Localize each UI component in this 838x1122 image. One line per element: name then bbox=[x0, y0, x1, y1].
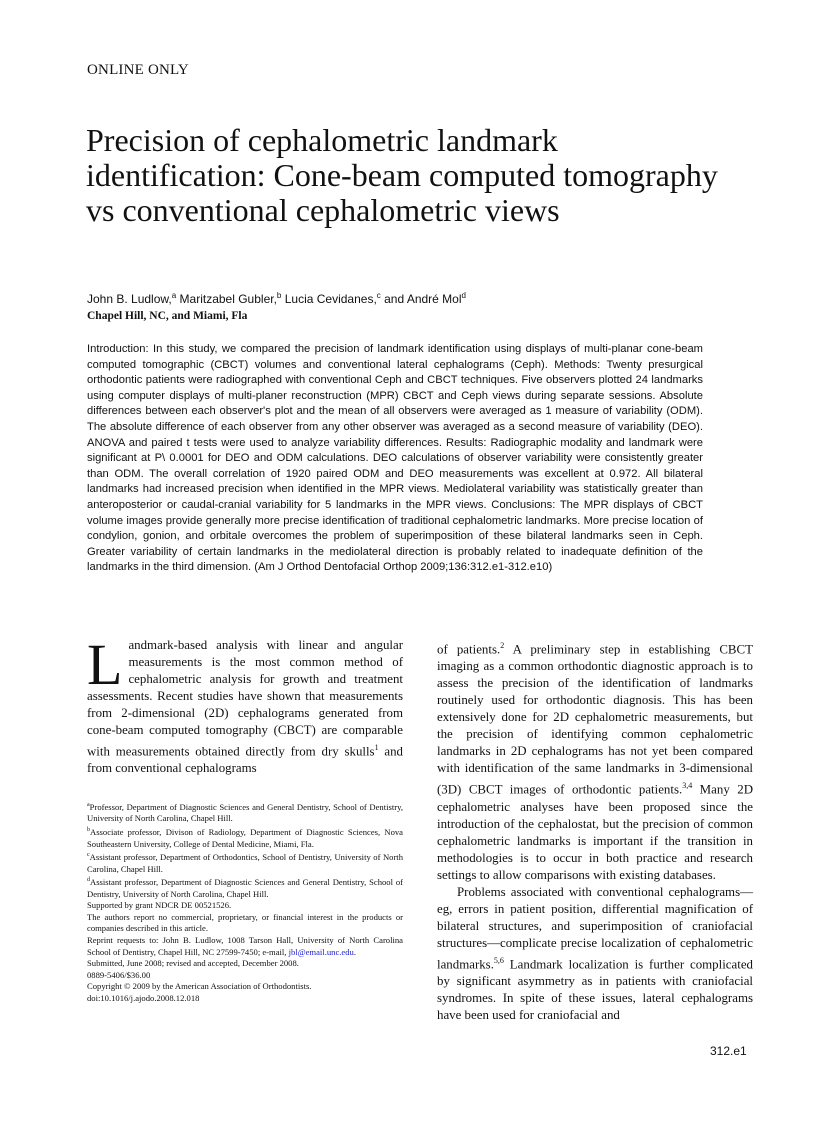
author-name: Maritzabel Gubler, bbox=[179, 292, 277, 306]
paragraph: Problems associated with conventional cephalograms—eg, errors in patient position, differential magnification of bilateral structures, and superimposition of craniofacial structures—complicate precise localization of cephalometric landmarks.$^{5,6}$ Landmark localization is further complicated by significant asymmetry as in patients with craniofacial syndromes. In spite of these issues, lateral cephalograms have been used for craniofacial and bbox=[437, 884, 753, 1022]
drop-cap: L bbox=[87, 632, 123, 697]
footnote: $^b$Associate professor, Divison of Radiology, Department of Diagnostic Sciences, Nova Southeastern University, College of Dental Medicine, Miami, Fla. bbox=[87, 826, 403, 849]
body-column-left bbox=[87, 632, 403, 777]
footnotes bbox=[87, 800, 403, 1005]
email-link[interactable]: jbl@email.unc.edu bbox=[288, 946, 354, 957]
affiliation-mark: d bbox=[461, 291, 466, 300]
doi: doi:10.1016/j.ajodo.2008.12.018 bbox=[87, 992, 200, 1003]
abstract: Introduction: In this study, we compared the precision of landmark identification using displays of multi-planar cone-beam computed tomographic (CBCT) volumes and conventional lateral cephalograms (Ceph). Methods: Twenty presurgical orthodontic patients were radiographed with conventional Ceph and CBCT techniques. Five observers plotted 24 landmarks using computer displays of multi-planer reconstruction (MPR) CBCT and Ceph views during separate sessions. Absolute differences between each observer's plot and the mean of all observers were averaged as 1 measure of variability (ODM). The absolute difference of each observer from any other observer was averaged as a second measure of variability (DEO). ANOVA and paired t tests were used to analyze variability differences. Results: Radiographic modality and landmark were significant at P\ 0.0001 for DEO and ODM calculations. DEO calculations of observer variability were consistently greater than ODM. The overall correlation of 1920 paired ODM and DEO measurements was excellent at 0.972. All bilateral landmarks had increased precision when identified in the MPR views. Mediolateral variability was statistically greater than anteroposterior or caudal-cranial variability for 5 landmarks in the MPR views. Conclusions: The MPR displays of CBCT volume images provide generally more precise identification of traditional cephalometric landmarks. More precise location of condylion, gonion, and orbitale overcomes the problem of superimposition of these bilateral landmarks seen in Ceph. Greater variability of certain landmarks in the mediolateral direction is probably related to inadequate definition of the landmarks in the third dimension. (Am J Orthod Dentofacial Orthop 2009;136:312.e1-312.e10) bbox=[87, 343, 703, 574]
submission-note: Submitted, June 2008; revised and accepted, December 2008. bbox=[87, 958, 299, 969]
footnote: $^d$Assistant professor, Department of Diagnostic Sciences and General Dentistry, School of Dentistry, University of North Carolina, Chapel Hill. bbox=[87, 877, 403, 899]
affiliation-mark: a bbox=[171, 291, 177, 300]
section-label: ONLINE ONLY bbox=[87, 62, 189, 78]
affiliation-mark: c bbox=[376, 291, 381, 300]
citation: 5,6 bbox=[493, 955, 504, 965]
footnote: $^c$Assistant professor, Department of Orthodontics, School of Dentistry, University of North Carolina, Chapel Hill. bbox=[87, 851, 403, 874]
grant-note: Supported by grant NDCR DE 00521526. bbox=[87, 900, 232, 911]
affiliation-mark: b bbox=[276, 291, 282, 300]
copyright: Copyright © 2009 by the American Association of Orthodontists. bbox=[87, 981, 312, 992]
issn: 0889-5406/$36.00 bbox=[87, 969, 151, 980]
footnote: $^a$Professor, Department of Diagnostic Sciences and General Dentistry, School of Dentistry, University of North Carolina, Chapel Hill. bbox=[87, 801, 403, 824]
paragraph: Landmark-based analysis with linear and angular measurements is the most common method of cephalometric analysis for growth and treatment assessments. Recent studies have shown that measurements from 2-dimensional (2D) cephalograms generated from cone-beam computed tomography (CBCT) are comparable with measurements obtained directly from dry skulls$^1$ and from conventional cephalograms bbox=[87, 632, 403, 776]
citation: 3,4 bbox=[682, 781, 693, 791]
citation: 1 bbox=[374, 743, 379, 752]
paragraph: of patients.$^2$ A preliminary step in establishing CBCT imaging as a common orthodontic diagnostic approach is to assess the precision of the identification of landmarks routinely used for orthodontic diagnosis. This has been extensively done for 2D cephalometric measurements, but the precision of identifying common cephalometric landmarks in 2D cephalograms has not yet been compared with identification of the same landmarks in 3-dimensional (3D) CBCT images of orthodontic patients.$^{3,4}$ Many 2D cephalometric analyses have been proposed since the introduction of the cephalostat, but the precision of common cephalometric landmarks is important if the transition in methodologies is to occur in both practice and research settings to allow comparisons with existing databases. bbox=[437, 641, 753, 882]
article-title: Precision of cephalometric landmark identification: Cone-beam computed tomography vs conventional cephalometric views bbox=[86, 122, 718, 228]
author-list bbox=[87, 291, 466, 306]
conflict-note: The authors report no commercial, proprietary, or financial interest in the products or companies described in this article. bbox=[87, 911, 403, 934]
body-column-right bbox=[437, 637, 753, 1024]
author-name: and André Mol bbox=[384, 292, 462, 306]
reprint-note: Reprint requests to: John B. Ludlow, 1008 Tarson Hall, University of North Carolina School of Dentistry, Chapel Hill, NC 27599-7450; e-mail, jbl@email.unc.edu. bbox=[87, 934, 403, 957]
author-name: John B. Ludlow, bbox=[87, 292, 172, 306]
page-number: 312.e1 bbox=[710, 1044, 747, 1058]
author-location: Chapel Hill, NC, and Miami, Fla bbox=[87, 310, 248, 322]
author-name: Lucia Cevidanes, bbox=[284, 292, 377, 306]
citation: 2 bbox=[500, 641, 505, 650]
